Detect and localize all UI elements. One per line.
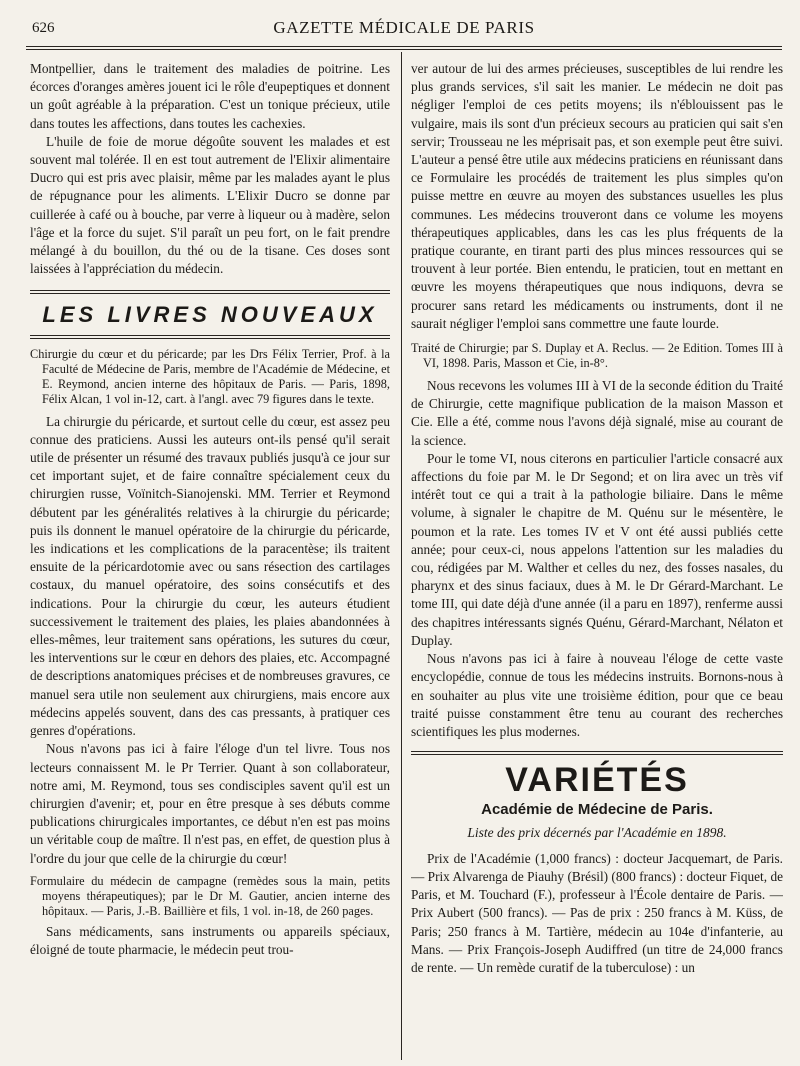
book-review-paragraph: Pour le tome VI, nous citerons en particulier l'article consacré aux affections du foie par M. le Dr Segond; et on lira avec un très vif intérêt tout ce qui a trait à la pathologie biliaire. Dans le même volume, à signaler le chapitre de M. Quénu sur le mésentère, le poumon et la rate. Les tomes IV et V ont été aussi publiés cette année; pour ceux-ci, nous appelons l'attention sur les maladies du cou, rédigées par M. Walther et celles du nez, des fosses nasales, du pharynx et des sinus faciaux, dues à M. le Dr Gérard-Marchant. Le tome III, qui date déjà d'une année (il a paru en 1897), renferme aussi des chapitres intéressants signés Quénu, Gérard-Marchant, Nélaton et Duplay. — [411, 450, 783, 648]
section-rule — [30, 290, 390, 294]
varietes-section — [411, 751, 783, 977]
book-entry: Chirurgie du cœur et du péricarde; par les Drs Félix Terrier, Prof. à la Faculté de Médecine de Paris, membre de l'Académie de Médecine, et E. Reymond, ancien interne des hôpitaux de Paris. — Paris, 1898, Félix Alcan, 1 vol in-12, cart. à l'angl. avec 79 figures dans le texte. — [30, 346, 390, 406]
page-number: 626 — [32, 20, 55, 36]
book-review-paragraph: La chirurgie du péricarde, et surtout celle du cœur, est assez peu connue des praticiens. Aussi les auteurs ont-ils pensé qu'il serait utile de présenter un résumé des travaux publiés jusqu'à ce jour sur cet important sujet, et de faire connaître spécialement ceux du chirurgien russe, Voïnitch-Sianojenski. MM. Terrier et Reymond débutent par les généralités relatives à la chirurgie du péricarde; puis ils donnent le manuel opératoire de la chirurgie du péricarde, les indications et les complications de la paracentèse; ils traitent ensuite de la péricardotomie avec ou sans résection des cartilages costaux, du manuel opératoire, des soins consécutifs et des indications. Pour la chirurgie du cœur, les auteurs étudient successivement le traitement des plaies, les plaies abandonnées à elles-mêmes, leur traitement sans opérations, les sutures du cœur, les interventions sur le cœur en dehors des plaies, etc. Accompagné de descriptions anatomiques précises et de nombreuses gravures, ce manuel sera utile non seulement aux chirurgiens, mais encore aux médecins appelés souvent, dans des cas pressants, à pratiquer ces genres d'opérations. — [30, 413, 390, 739]
column-divider — [401, 52, 402, 1060]
section-rule — [411, 751, 783, 755]
section-rule — [30, 335, 390, 339]
paragraph: Montpellier, dans le traitement des maladies de poitrine. Les écorces d'oranges amères jouent ici le rôle d'eupeptiques et donnent un goût agréable à la préparation. C'est un tonique précieux, utile dans toutes les affections, dans toutes les cachexies. — [30, 61, 390, 131]
book-review-paragraph: Nous n'avons pas ici à faire à nouveau l'éloge de cette vaste encyclopédie, connue de tous les médecins instruits. Bornons-nous à en souhaiter au plus vite une troisième édition, pour que ce beau traité puisse constamment être tenu au courant des recherches scientifiques les plus modernes. — [411, 651, 783, 739]
book-review-paragraph: Sans médicaments, sans instruments ou appareils spéciaux, éloigné de toute pharmacie, le médecin peut trou- — [30, 923, 390, 957]
header-rule — [26, 46, 782, 50]
paragraph: ver autour de lui des armes précieuses, susceptibles de lui rendre les plus grands services, s'il sait les manier. Le médecin ne doit pas négliger l'emploi de ces petits moyens; ils n'éblouissent pas le vulgaire, mais ils sont d'un précieux secours au praticien qui sait s'en servir; Trousseau ne les méprisait pas, et son exemple peut être suivi. L'auteur a pensé être utile aux médecins praticiens en réunissant dans ce Formulaire les procédés de traitement les plus simples qu'on puisse mettre en œuvre au moyen des substances usuelles les plus communes. Les médecins trouveront dans ce volume les moyens thérapeutiques applicables, dans les cas les plus fréquents de la pratique courante, en tirant parti des plus minces ressources qui se trouvent à leur portée. Bien entendu, le praticien, tout en mettant en œuvre les moyens thérapeutiques que nous indiquons, devra se procurer sans retard les médicaments ou instruments, dont il ne saurait négliger l'emploi sans commettre une faute lourde. — [411, 61, 783, 331]
section-heading-new-books: LES LIVRES NOUVEAUX — [42, 302, 378, 328]
book-review-paragraph: Nous recevons les volumes III à VI de la seconde édition du Traité de Chirurgie, cette magnifique publication de la maison Masson et Cie. Elle a été, comme nous l'avons déjà signalé, mise au courant de la science. — [411, 378, 783, 448]
academy-subheading: Liste des prix décernés par l'Académie en 1898. — [467, 824, 727, 840]
running-title: GAZETTE MÉDICALE DE PARIS — [273, 18, 535, 37]
left-column — [30, 60, 390, 1060]
book-review-paragraph: Nous n'avons pas ici à faire l'éloge d'un tel livre. Tous nos lecteurs connaissent M. le Pr Terrier. Quant à son collaborateur, notre ami, M. Reymond, tous ses condisciples savent qu'il est un chirurgien d'avenir; et, pour en être presque à ses débuts comme publications chirurgicales importantes, ce début n'en est pas moins un véritable coup de maître. Il n'est pas, en effet, de question plus à l'ordre du jour que celle de la chirurgie du cœur! — [30, 741, 390, 866]
academy-heading: Académie de Médecine de Paris. — [481, 801, 713, 819]
paragraph: L'huile de foie de morue dégoûte souvent les malades et est souvent mal tolérée. Il en est tout autrement de l'Elixir alimentaire Ducro qui est pris avec plaisir, même par les malades ayant le plus de répugnance pour les aliments. L'Elixir Ducro se donne par cuillerée à café ou à bouche, par verre à liqueur ou à madère, selon l'âge et la force du sujet. S'il paraît un peu fort, on le fait prendre mélangé à du bouillon, du thé ou de la tisane. Ces doses sont laissées à l'appréciation du médecin. — [30, 133, 390, 277]
book-entry: Formulaire du médecin de campagne (remèdes sous la main, petits moyens thérapeutiques); par le Dr M. Gautier, ancien interne des hôpitaux. — Paris, J.-B. Baillière et fils, 1 vol. in-18, de 260 pages. — [30, 873, 390, 918]
prizes-paragraph: Prix de l'Académie (1,000 francs) : docteur Jacquemart, de Paris. — Prix Alvarenga de Piauhy (Brésil) (800 francs) : docteur Fiquet, de Paris, et M. Touchard (F.), professeur à l'École dentaire de Paris. — Prix Aubert (500 francs). — Pas de prix : 250 francs à M. Küss, de Paris; 250 francs à M. Tartière, médecin au 104e d'infanterie, au Mans. — Prix François-Joseph Audiffred (un titre de 24,000 francs de rente. — Un remède curatif de la tuberculose) : un — [411, 850, 783, 975]
right-column — [411, 60, 783, 1060]
page-header — [26, 18, 782, 44]
book-entry: Traité de Chirurgie; par S. Duplay et A. Reclus. — 2e Edition. Tomes III à VI, 1898. Paris, Masson et Cie, in-8°. — [411, 341, 783, 371]
section-heading-varietes: VARIÉTÉS — [505, 761, 689, 800]
